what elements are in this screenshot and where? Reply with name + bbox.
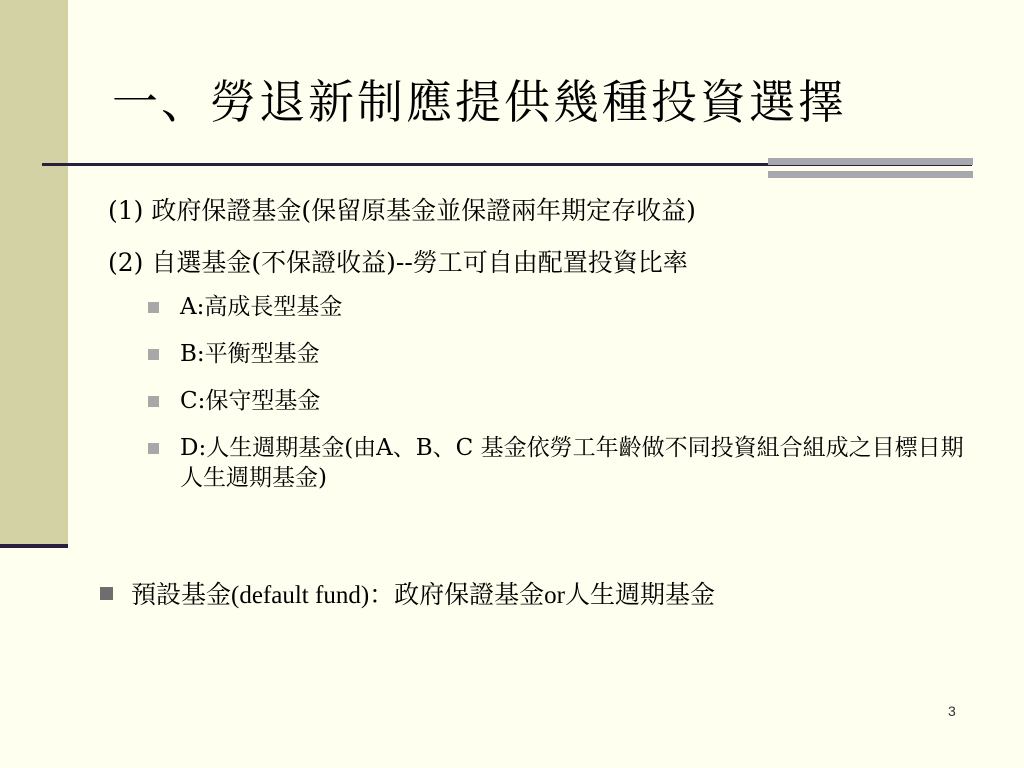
default-fund-suffix: ：政府保證基金 [369, 580, 545, 609]
fund-option-c: C:保守型基金 [180, 388, 321, 414]
slide-body [108, 196, 988, 510]
default-fund-prefix: 預設基金 [131, 580, 232, 609]
square-bullet-icon [148, 349, 159, 360]
square-bullet-icon [148, 396, 159, 407]
default-fund-suffix2: 人生週期基金 [565, 580, 716, 609]
list-item [108, 339, 988, 369]
slide-title: 一、勞退新制應提供幾種投資選擇 [112, 75, 847, 129]
list-item [108, 433, 988, 493]
fund-options-list [108, 292, 988, 493]
default-fund-english: (default fund) [231, 582, 370, 609]
left-bar-bottom-edge [0, 544, 68, 548]
default-fund-line [100, 578, 715, 613]
body-line-1: (1) 政府保證基金(保留原基金並保證兩年期定存收益) [108, 196, 696, 225]
square-bullet-icon [148, 302, 159, 313]
fund-option-b: B:平衡型基金 [180, 341, 320, 367]
page-number: 3 [948, 703, 956, 719]
default-fund-or: or [544, 582, 565, 609]
accent-stripe [768, 158, 973, 165]
body-line-2: (2) 自選基金(不保證收益)--勞工可自由配置投資比率 [108, 248, 688, 277]
accent-stripe [768, 171, 973, 178]
square-bullet-icon [148, 443, 159, 454]
title-accent-stripes [768, 158, 973, 178]
fund-option-a: A:高成長型基金 [180, 294, 343, 320]
list-item [108, 386, 988, 416]
square-bullet-icon [100, 587, 113, 600]
list-item [108, 292, 988, 322]
fund-option-d: D:人生週期基金(由A、B、C 基金依勞工年齡做不同投資組合組成之目標日期人生週期基金) [180, 435, 964, 491]
left-decorative-bar [0, 0, 68, 548]
